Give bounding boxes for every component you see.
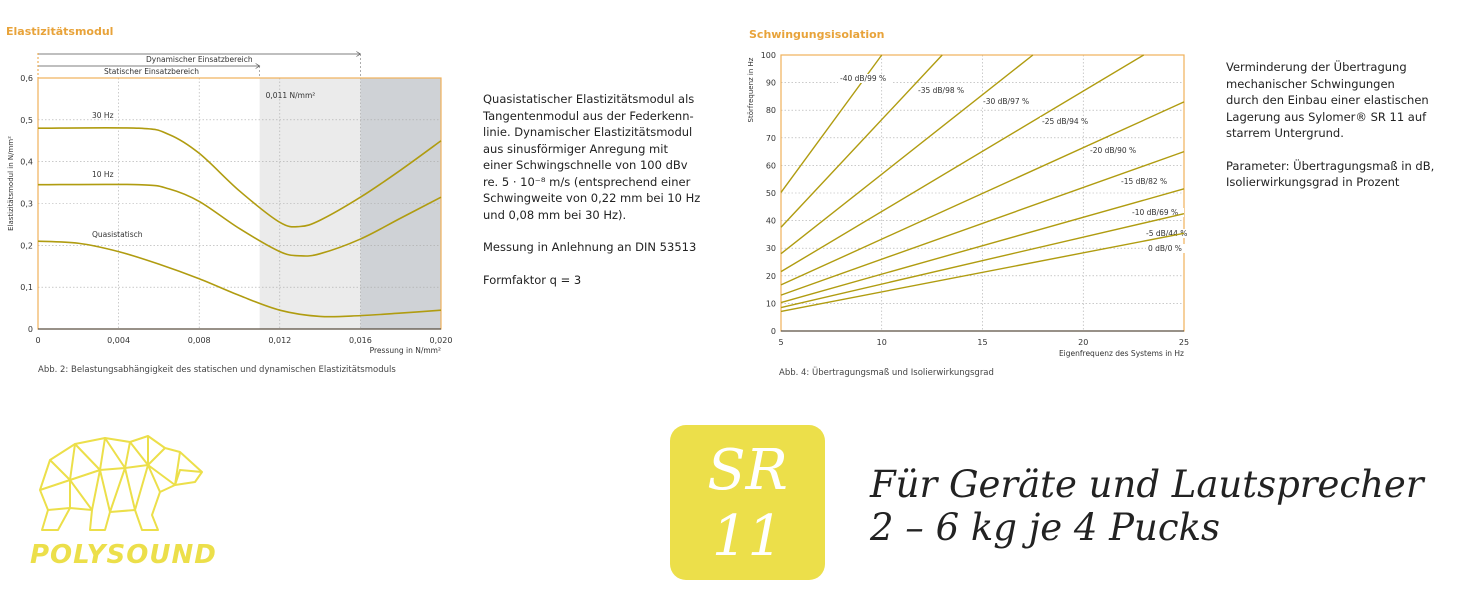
- dynamic-range-label: Dynamischer Einsatzbereich: [146, 55, 253, 64]
- series-label: 0 dB/0 %: [1148, 244, 1182, 253]
- y-tick-label: 10: [765, 299, 776, 309]
- y-axis-label: Störfrequenz in Hz: [747, 57, 755, 123]
- x-tick-label: 0: [35, 336, 41, 345]
- x-tick-label: 0,008: [187, 336, 211, 345]
- static-limit-label: 0,011 N/mm²: [265, 91, 316, 100]
- series-label: -5 dB/44 %: [1146, 229, 1188, 238]
- desc2-paragraph-2: Parameter: Übertragungsmaß in dB, Isolierwirkungsgrad in Prozent: [1226, 158, 1435, 189]
- elastizitaetsmodul-chart: [0, 45, 460, 360]
- chart2-caption: Abb. 4: Übertragungsmaß und Isolierwirkungsgrad: [779, 368, 994, 378]
- y-tick-label: 0: [770, 327, 776, 336]
- x-axis-label: Pressung in N/mm²: [369, 346, 441, 355]
- x-tick-label: 20: [1078, 338, 1089, 347]
- badge-line-1: SR: [707, 438, 788, 503]
- y-tick-label: 40: [765, 216, 776, 226]
- x-tick-label: 10: [876, 338, 887, 347]
- y-tick-label: 0,2: [20, 241, 33, 251]
- series-label: 30 Hz: [92, 111, 114, 120]
- series-label: -40 dB/99 %: [840, 74, 887, 83]
- series-label: -20 dB/90 %: [1090, 146, 1137, 155]
- chart2-title: Schwingungsisolation: [749, 28, 885, 41]
- schwingungsisolation-chart: [740, 45, 1200, 360]
- chart1-caption: Abb. 2: Belastungsabhängigkeit des statischen und dynamischen Elastizitätsmoduls: [38, 365, 396, 375]
- tagline-line-2: 2 – 6 kg je 4 Pucks: [870, 506, 1221, 549]
- x-tick-label: 15: [977, 338, 988, 347]
- y-tick-label: 80: [765, 106, 776, 116]
- desc1-paragraph-2: Messung in Anlehnung an DIN 53513: [483, 240, 697, 254]
- y-tick-label: 0: [27, 325, 33, 334]
- series-label: -15 dB/82 %: [1121, 177, 1168, 186]
- y-tick-label: 30: [765, 244, 776, 254]
- y-tick-label: 90: [765, 78, 776, 88]
- desc1-paragraph-1: Quasistatischer Elastizitätsmodul als Tangentenmodul aus der Federkenn- linie. Dynamischer Elastizitätsmodul aus sinusförmiger Anregung mit einer Schwingschnelle von 100 dBv re. 5 · 10⁻⁸ m/s (entsprechend einer Schwingweite von 0,22 mm bei 10 Hz und 0,08 mm bei 30 Hz).: [483, 92, 701, 222]
- y-tick-label: 0,5: [20, 115, 33, 125]
- chart2-description: [1226, 59, 1461, 207]
- brand-name: POLYSOUND: [30, 540, 217, 570]
- desc2-paragraph-1: Verminderung der Übertragung mechanischer Schwingungen durch den Einbau einer elastischen Lagerung aus Sylomer® SR 11 auf starrem Untergrund.: [1226, 60, 1429, 140]
- y-tick-label: 0,3: [20, 199, 33, 209]
- series-label: -25 dB/94 %: [1042, 117, 1089, 126]
- product-badge: [670, 425, 825, 580]
- bear-logo-icon: [30, 430, 210, 540]
- y-tick-label: 100: [760, 51, 776, 60]
- x-tick-label: 5: [778, 338, 784, 347]
- y-tick-label: 20: [765, 271, 776, 281]
- x-tick-label: 25: [1178, 338, 1190, 347]
- y-tick-label: 0,6: [20, 74, 33, 83]
- chart1-title: Elastizitätsmodul: [6, 25, 114, 38]
- x-axis-label: Eigenfrequenz des Systems in Hz: [1058, 349, 1184, 358]
- tagline-line-1: Für Geräte und Lautsprecher: [870, 463, 1424, 506]
- series-label: -10 dB/69 %: [1132, 208, 1179, 217]
- chart1-description: [483, 91, 723, 304]
- series-label: 10 Hz: [92, 170, 114, 179]
- x-tick-label: 0,012: [268, 336, 292, 345]
- series-line-5: [781, 152, 1184, 296]
- x-tick-label: 0,004: [107, 336, 131, 345]
- series-label: -35 dB/98 %: [918, 86, 965, 95]
- x-tick-label: 0,016: [348, 336, 372, 345]
- desc1-paragraph-3: Formfaktor q = 3: [483, 272, 582, 287]
- y-tick-label: 60: [765, 161, 776, 171]
- series-line-2: [781, 55, 1033, 254]
- static-range-band: [260, 78, 361, 329]
- x-tick-label: 0,020: [429, 336, 453, 345]
- series-label: -30 dB/97 %: [983, 97, 1030, 106]
- y-tick-label: 0,1: [20, 283, 33, 293]
- y-tick-label: 70: [765, 133, 776, 143]
- badge-line-2: 11: [711, 504, 784, 569]
- static-range-label: Statischer Einsatzbereich: [104, 67, 200, 76]
- series-label: Quasistatisch: [92, 230, 143, 239]
- y-axis-label: Elastizitätsmodul in N/mm²: [7, 136, 15, 231]
- y-tick-label: 0,4: [20, 157, 33, 167]
- y-tick-label: 50: [765, 189, 776, 198]
